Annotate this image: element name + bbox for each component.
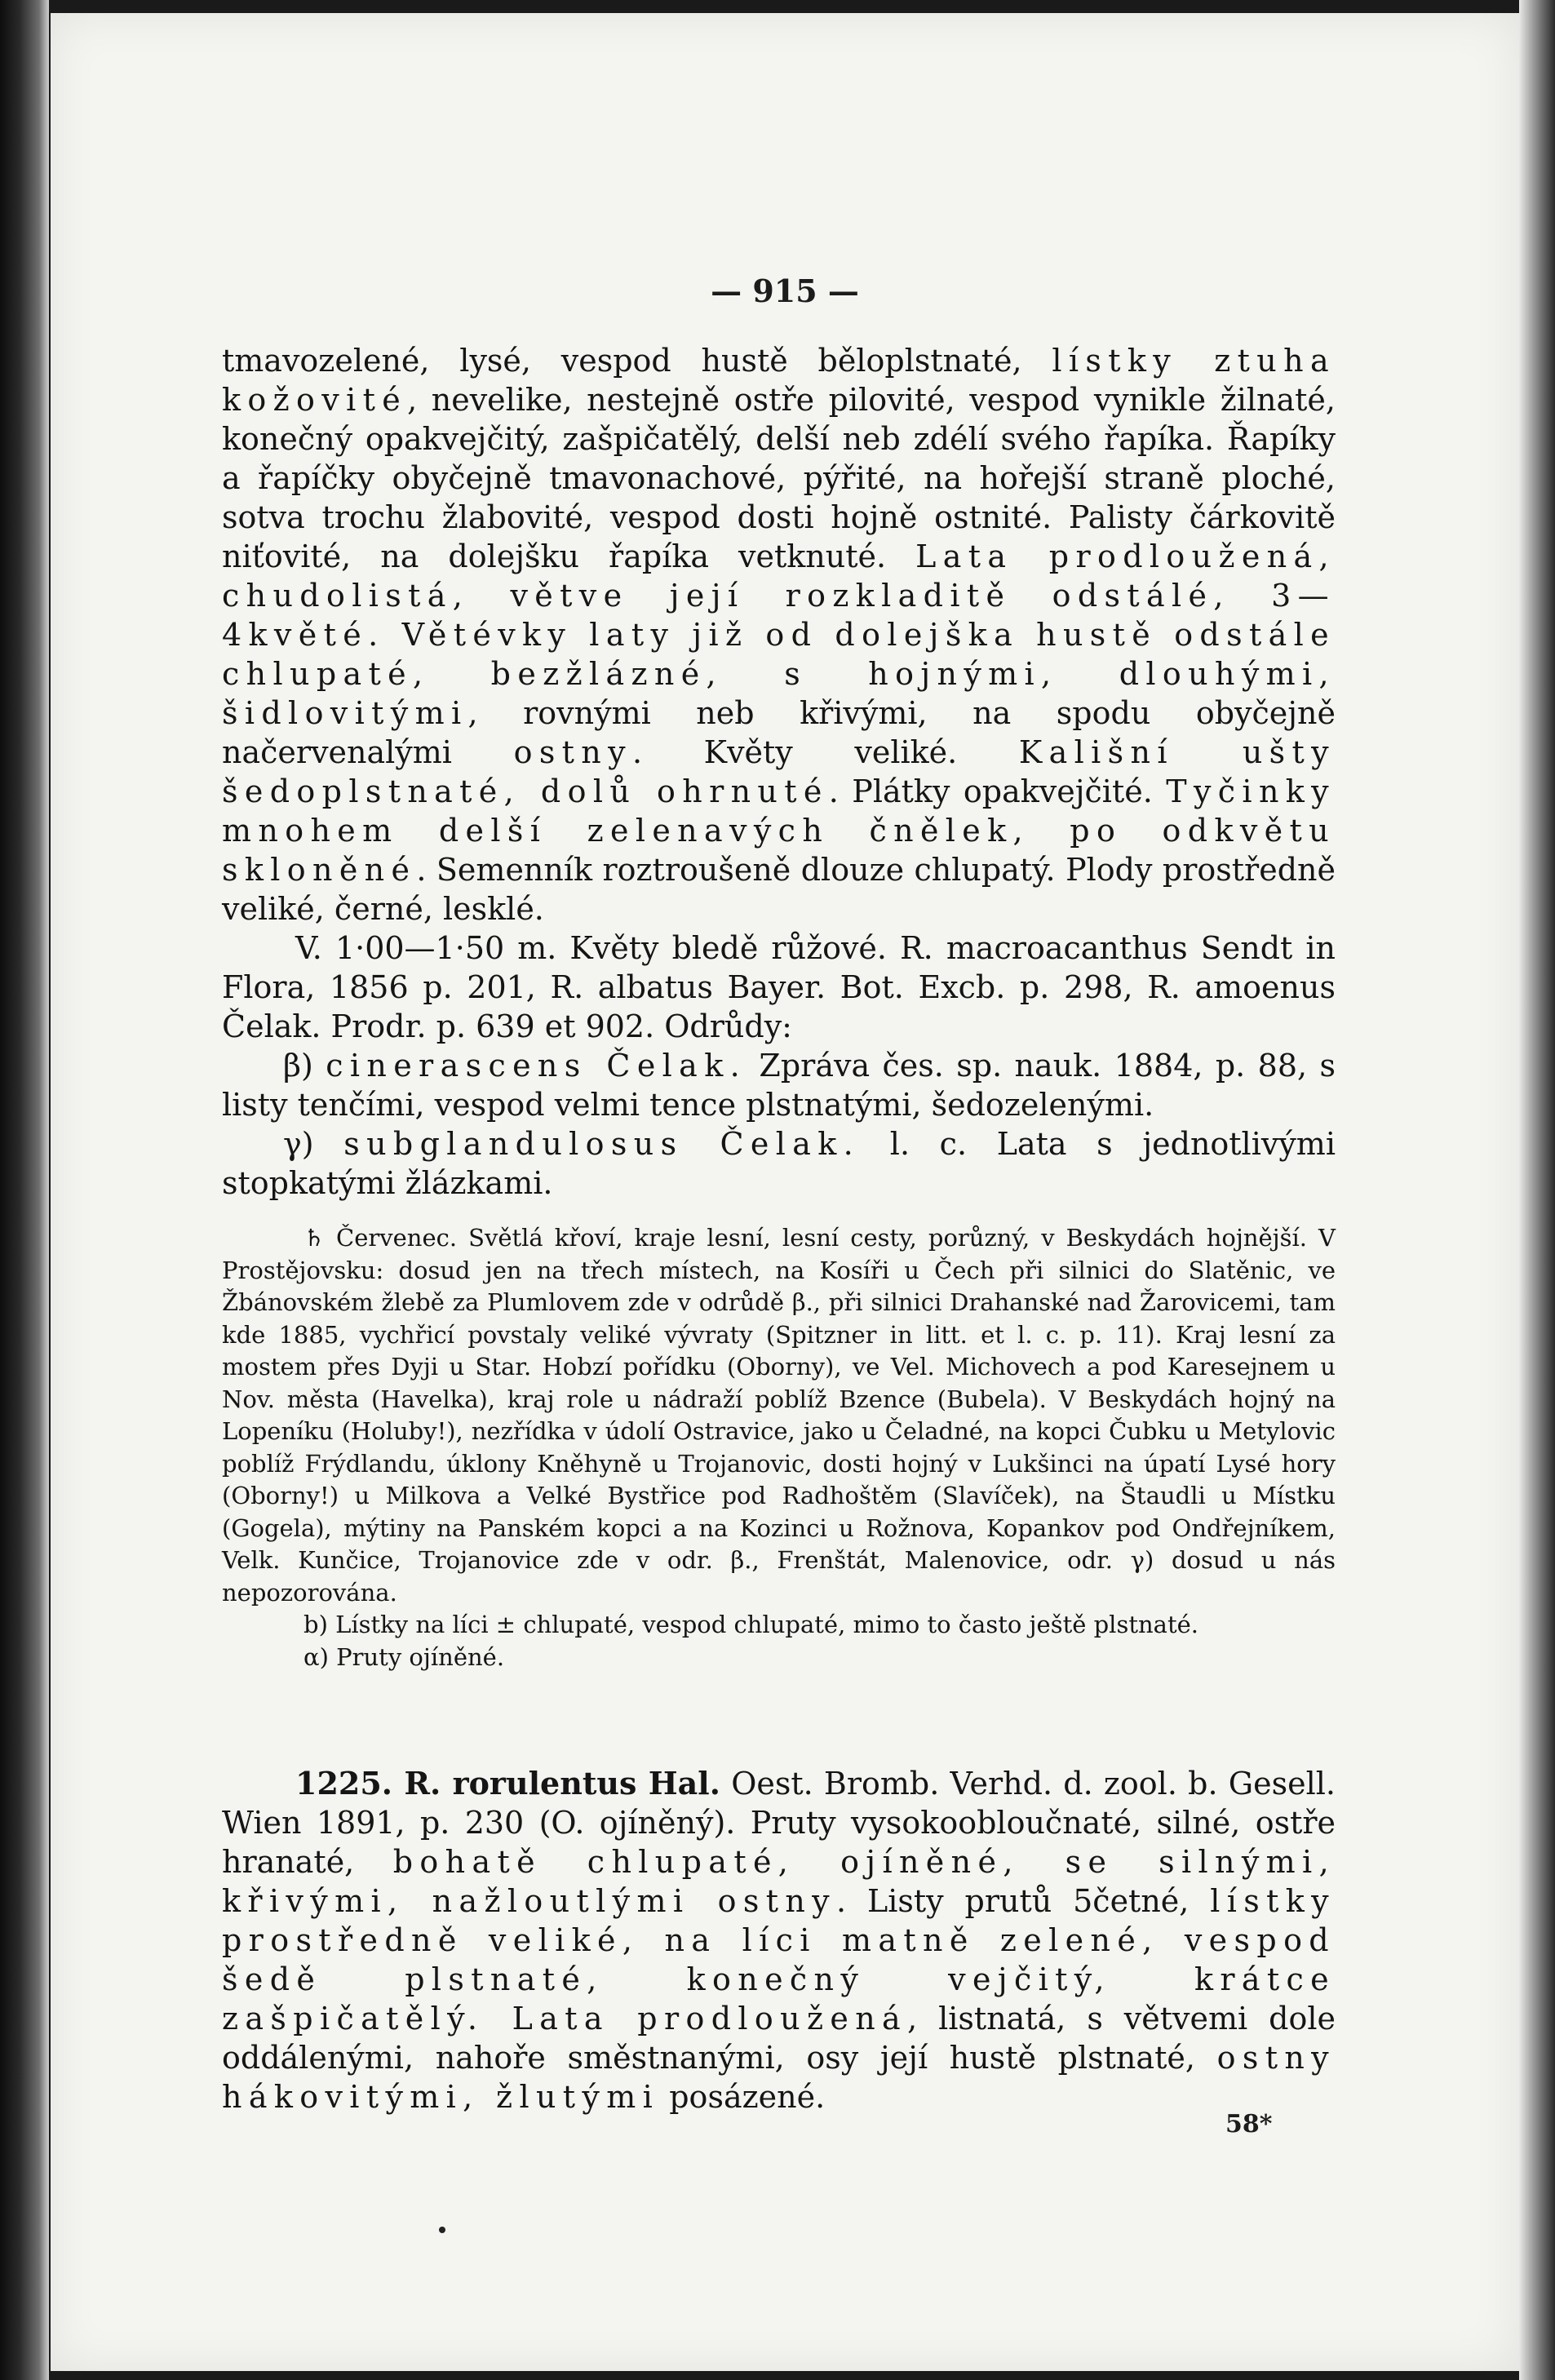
form-b-paragraph: b) Lístky na líci ± chlupaté, vespod chlupaté, mimo to často ještě plstnaté. — [303, 1611, 1198, 1638]
description-paragraph: tmavozelené, lysé, vespod hustě běloplstnaté, lístky ztuha kožovité, nevelike, nestejně ostře pilovité, vespod vynikle žilnaté, konečný opakvejčitý, zašpičatělý, delší neb zdélí svého řapíka. Řapíky a řapíčky obyčejně tmavonachové, pýřité, na hořejší straně ploché, sotva trochu žlabovité, vespod dosti hojně ostnité. Palisty čárkovitě niťovité, na dolejšku řapíka vetknuté. Lata prodloužená, chudolistá, větve její rozkladitě odstálé, 3—4květé. Větévky laty již od dolejška hustě odstále chlupaté, bezžlázné, s hojnými, dlouhými, šidlovitými, rovnými neb křivými, na spodu obyčejně načervenalými ostny. Květy veliké. Kališní ušty šedoplstnaté, dolů ohrnuté. Plátky opakvejčité. Tyčinky mnohem delší zelenavých čnělek, po odkvětu skloněné. Semenník roztroušeně dlouze chlupatý. Plody prostředně veliké, černé, lesklé. — [222, 343, 1336, 927]
form-alpha-paragraph: α) Pruty ojíněné. — [303, 1642, 505, 1671]
main-description — [222, 341, 1336, 1203]
variety-beta: β) cinerascens Čelak. Zpráva čes. sp. nauk. 1884, p. 88, s listy tenčími, vespod velmi tence plstnatými, šedozelenými. — [222, 1048, 1336, 1123]
species-paragraph: 1225. R. rorulentus Hal. Oest. Bromb. Verhd. d. zool. b. Gesell. Wien 1891, p. 230 (O. ojíněný). Pruty vysokoobloučnaté, silné, ostře hranaté, bohatě chlupaté, ojíněné, se silnými, křivými, nažloutlými ostny. Listy prutů 5četné, lístky prostředně veliké, na líci matně zelené, vespod šedě plstnaté, konečný vejčitý, krátce zašpičatělý. Lata prodloužená, listnatá, s větvemi dole oddálenými, nahoře směstnanými, osy její hustě plstnaté, ostny hákovitými, žlutými posázené. — [222, 1765, 1336, 2115]
species-name: R. rorulentus Hal. — [392, 1765, 720, 1802]
variety-gamma: γ) subglandulosus Čelak. l. c. Lata s jednotlivými stopkatými žlázkami. — [222, 1126, 1336, 1201]
book-page — [51, 13, 1519, 2371]
habitat-paragraph: ♄ Červenec. Světlá křoví, kraje lesní, lesní cesty, porůzný, v Beskydách hojnější. V Prostějovsku: dosud jen na třech místech, na Kosíři u Čech při silnici do Slatěnic, ve Žbánovském žlebě za Plumlovem zde v odrůdě β., při silnici Drahanské nad Žarovicemi, tam kde 1885, vychřicí povstaly veliké vývraty (Spitzner in litt. et l. c. p. 11). Kraj lesní za mostem přes Dyji u Star. Hobzí pořídku (Oborny), ve Vel. Michovech a pod Karesejnem u Nov. města (Havelka), kraj role u nádraží poblíž Bzence (Bubela). V Beskydách hojný na Lopeníku (Holuby!), nezřídka v údolí Ostravice, jako u Čeladné, na kopci Čubku u Metylovic poblíž Frýdlandu, úklony Kněhyně u Trojanovic, dosti hojný v Lukšinci na úpatí Lysé hory (Oborny!) u Milkova a Velké Bystřice pod Radhoštěm (Slavíček), na Štaudli u Místku (Gogela), mýtiny na Panském kopci a na Kozinci u Rožnova, Kopankov pod Ondřejníkem, Velk. Kunčice, Trojanovice zde v odr. β., Frenštát, Malenovice, odr. γ) dosud u nás nepozorována. — [222, 1224, 1336, 1607]
scan-edge-right — [1519, 0, 1555, 2380]
synonyms-paragraph: V. 1·00—1·50 m. Květy bledě růžové. R. macroacanthus Sendt in Flora, 1856 p. 201, R. albatus Bayer. Bot. Excb. p. 298, R. amoenus Čelak. Prodr. p. 639 et 902. Odrůdy: — [222, 930, 1336, 1044]
scan-edge-left — [0, 0, 49, 2380]
page-number: — 915 — — [711, 273, 859, 309]
species-number: 1225. — [295, 1765, 392, 1802]
ink-speck — [439, 2227, 445, 2233]
signature-mark: 58* — [1225, 2110, 1273, 2138]
habitat-notes — [222, 1222, 1336, 1673]
species-entry-1225 — [222, 1764, 1336, 2116]
